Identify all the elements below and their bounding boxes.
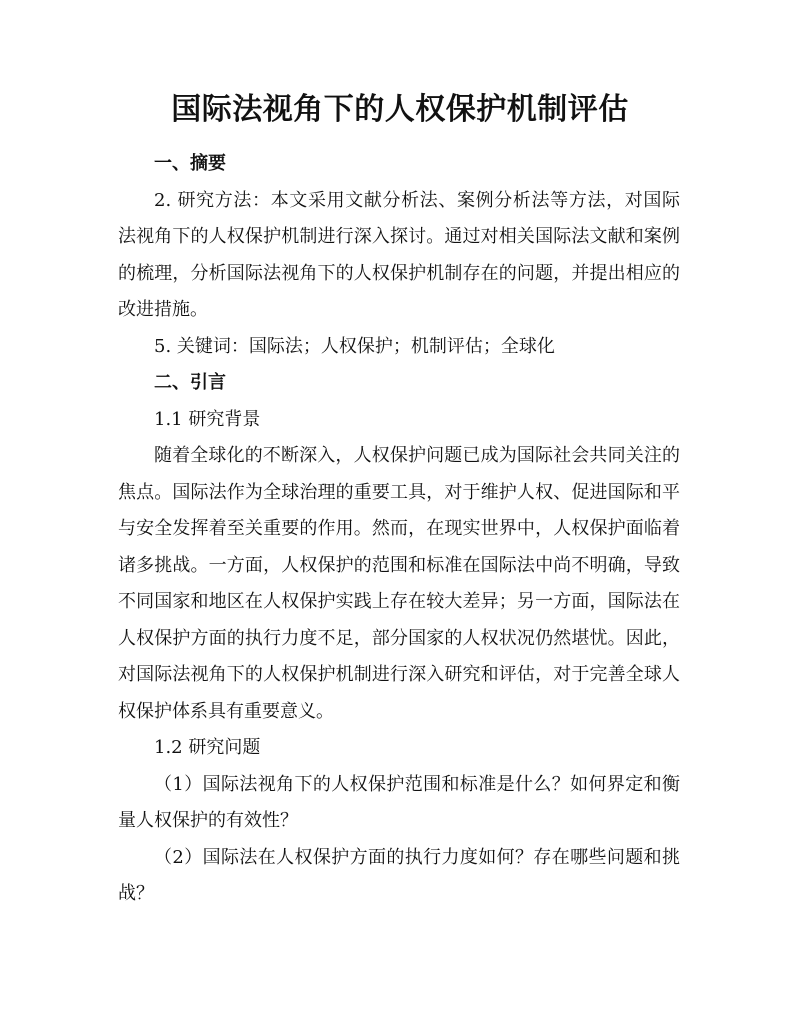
research-question-1: （1）国际法视角下的人权保护范围和标准是什么？如何界定和衡量人权保护的有效性？ (118, 773, 680, 831)
document-body (118, 146, 680, 913)
research-method-paragraph: 2. 研究方法：本文采用文献分析法、案例分析法等方法，对国际法视角下的人权保护机制进行深入探讨。通过对相关国际法文献和案例的梳理，分析国际法视角下的人权保护机制存在的问题，并提出相应的改进措施。 (118, 189, 680, 320)
document-title: 国际法视角下的人权保护机制评估 (171, 92, 629, 127)
background-paragraph: 随着全球化的不断深入，人权保护问题已成为国际社会共同关注的焦点。国际法作为全球治理的重要工具，对于维护人权、促进国际和平与安全发挥着至关重要的作用。然而，在现实世界中，人权保护面临着诸多挑战。一方面，人权保护的范围和标准在国际法中尚不明确，导致不同国家和地区在人权保护实践上存在较大差异；另一方面，国际法在人权保护方面的执行力度不足，部分国家的人权状况仍然堪忧。因此，对国际法视角下的人权保护机制进行深入研究和评估，对于完善全球人权保护体系具有重要意义。 (118, 445, 680, 722)
section-heading-abstract: 一、摘要 (154, 153, 226, 174)
section-heading-introduction: 二、引言 (154, 372, 226, 393)
research-question-2: （2）国际法在人权保护方面的执行力度如何？存在哪些问题和挑战？ (118, 846, 680, 904)
subsection-heading-questions: 1.2 研究问题 (154, 737, 261, 758)
subsection-heading-background: 1.1 研究背景 (154, 408, 261, 430)
keywords-paragraph: 5. 关键词：国际法；人权保护；机制评估；全球化 (154, 335, 555, 357)
